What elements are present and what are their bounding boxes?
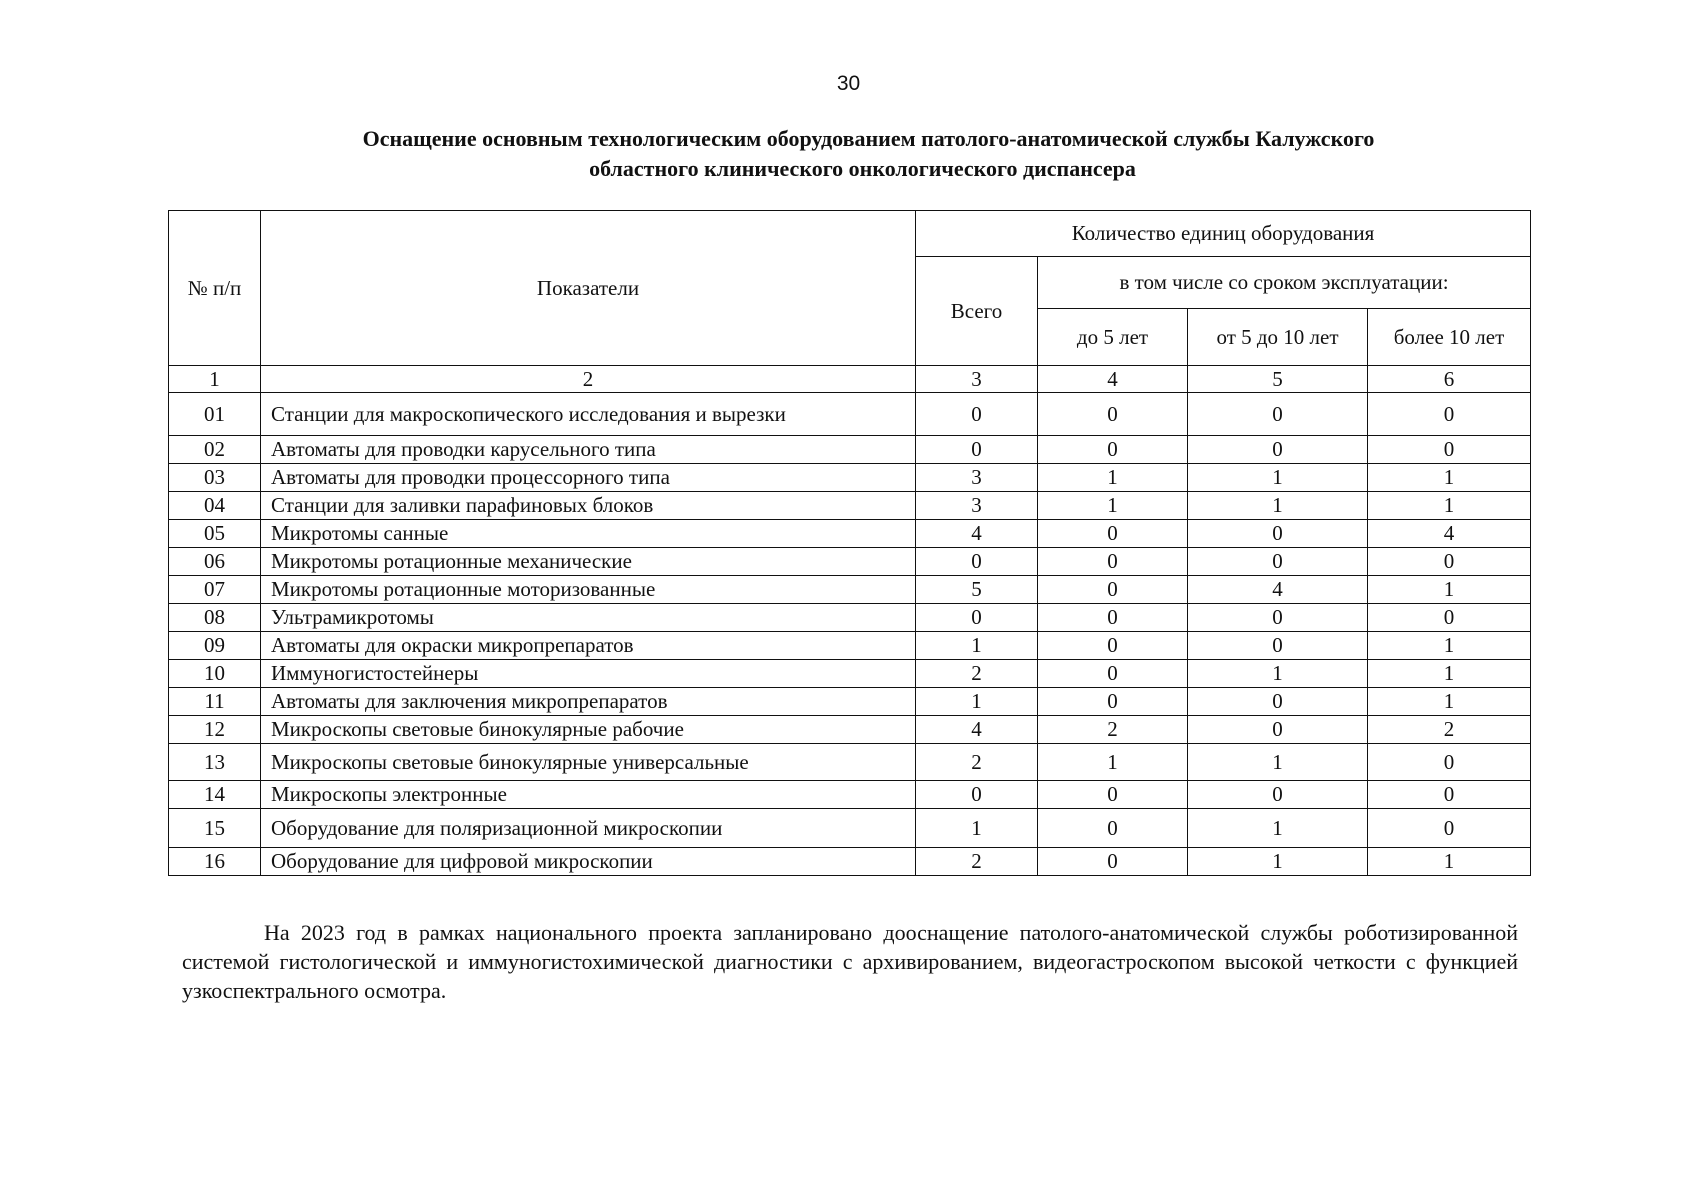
row-up-to-5: 0 bbox=[1038, 393, 1188, 436]
header-num: № п/п bbox=[169, 211, 261, 366]
table-row bbox=[169, 492, 1531, 520]
row-5-to-10: 1 bbox=[1188, 464, 1368, 492]
row-total: 0 bbox=[916, 393, 1038, 436]
row-name: Автоматы для проводки процессорного типа bbox=[261, 464, 916, 492]
body-paragraph bbox=[182, 918, 1518, 1005]
row-up-to-5: 0 bbox=[1038, 548, 1188, 576]
table-row bbox=[169, 744, 1531, 781]
row-5-to-10: 0 bbox=[1188, 688, 1368, 716]
row-over-10: 1 bbox=[1368, 464, 1531, 492]
row-over-10: 0 bbox=[1368, 809, 1531, 848]
row-num: 03 bbox=[169, 464, 261, 492]
row-over-10: 4 bbox=[1368, 520, 1531, 548]
row-up-to-5: 0 bbox=[1038, 576, 1188, 604]
row-5-to-10: 0 bbox=[1188, 520, 1368, 548]
table-row bbox=[169, 520, 1531, 548]
row-name: Оборудование для цифровой микроскопии bbox=[261, 848, 916, 876]
row-total: 1 bbox=[916, 688, 1038, 716]
column-index: 4 bbox=[1038, 366, 1188, 393]
row-num: 06 bbox=[169, 548, 261, 576]
header-quantity: Количество единиц оборудования bbox=[916, 211, 1531, 257]
row-up-to-5: 0 bbox=[1038, 809, 1188, 848]
row-num: 01 bbox=[169, 393, 261, 436]
column-index: 2 bbox=[261, 366, 916, 393]
row-total: 4 bbox=[916, 520, 1038, 548]
row-over-10: 0 bbox=[1368, 548, 1531, 576]
document-title bbox=[0, 124, 1697, 184]
row-name: Оборудование для поляризационной микроскопии bbox=[261, 809, 916, 848]
row-num: 02 bbox=[169, 436, 261, 464]
row-total: 0 bbox=[916, 781, 1038, 809]
row-total: 2 bbox=[916, 660, 1038, 688]
row-5-to-10: 0 bbox=[1188, 632, 1368, 660]
row-num: 05 bbox=[169, 520, 261, 548]
row-over-10: 0 bbox=[1368, 436, 1531, 464]
row-5-to-10: 1 bbox=[1188, 492, 1368, 520]
row-name: Микроскопы световые бинокулярные рабочие bbox=[261, 716, 916, 744]
header-total: Всего bbox=[916, 257, 1038, 366]
row-name: Микроскопы световые бинокулярные универсальные bbox=[261, 744, 916, 781]
header-5-to-10: от 5 до 10 лет bbox=[1188, 309, 1368, 366]
row-name: Автоматы для заключения микропрепаратов bbox=[261, 688, 916, 716]
row-up-to-5: 0 bbox=[1038, 660, 1188, 688]
header-up-to-5: до 5 лет bbox=[1038, 309, 1188, 366]
row-up-to-5: 0 bbox=[1038, 520, 1188, 548]
table-row bbox=[169, 393, 1531, 436]
row-over-10: 2 bbox=[1368, 716, 1531, 744]
title-line-2: областного клинического онкологического диспансера bbox=[589, 156, 1136, 181]
row-name: Микротомы ротационные моторизованные bbox=[261, 576, 916, 604]
table-row bbox=[169, 688, 1531, 716]
row-name: Микротомы ротационные механические bbox=[261, 548, 916, 576]
row-total: 4 bbox=[916, 716, 1038, 744]
row-over-10: 1 bbox=[1368, 848, 1531, 876]
row-up-to-5: 2 bbox=[1038, 716, 1188, 744]
row-num: 15 bbox=[169, 809, 261, 848]
table-row bbox=[169, 809, 1531, 848]
row-num: 07 bbox=[169, 576, 261, 604]
column-index-row bbox=[169, 366, 1531, 393]
column-index: 3 bbox=[916, 366, 1038, 393]
row-up-to-5: 0 bbox=[1038, 436, 1188, 464]
row-5-to-10: 0 bbox=[1188, 436, 1368, 464]
table-row bbox=[169, 660, 1531, 688]
row-total: 0 bbox=[916, 604, 1038, 632]
row-total: 3 bbox=[916, 464, 1038, 492]
header-including: в том числе со сроком эксплуатации: bbox=[1038, 257, 1531, 309]
row-over-10: 0 bbox=[1368, 781, 1531, 809]
row-total: 5 bbox=[916, 576, 1038, 604]
row-name: Станции для макроскопического исследования и вырезки bbox=[261, 393, 916, 436]
row-total: 0 bbox=[916, 436, 1038, 464]
paragraph-text: На 2023 год в рамках национального проекта запланировано дооснащение патолого-анатомической службы роботизированной системой гистологической и иммуногистохимической диагностики с архивированием, видеогастроскопом высокой четкости с функцией узкоспектрального осмотра. bbox=[182, 920, 1518, 1003]
row-name: Микротомы санные bbox=[261, 520, 916, 548]
column-index: 5 bbox=[1188, 366, 1368, 393]
row-over-10: 1 bbox=[1368, 632, 1531, 660]
row-over-10: 0 bbox=[1368, 604, 1531, 632]
row-name: Автоматы для проводки карусельного типа bbox=[261, 436, 916, 464]
row-name: Ультрамикротомы bbox=[261, 604, 916, 632]
row-name: Станции для заливки парафиновых блоков bbox=[261, 492, 916, 520]
row-num: 11 bbox=[169, 688, 261, 716]
row-up-to-5: 0 bbox=[1038, 632, 1188, 660]
row-over-10: 1 bbox=[1368, 576, 1531, 604]
header-over-10: более 10 лет bbox=[1368, 309, 1531, 366]
row-total: 2 bbox=[916, 848, 1038, 876]
row-num: 10 bbox=[169, 660, 261, 688]
row-over-10: 0 bbox=[1368, 744, 1531, 781]
row-up-to-5: 0 bbox=[1038, 688, 1188, 716]
row-num: 13 bbox=[169, 744, 261, 781]
row-total: 0 bbox=[916, 548, 1038, 576]
title-line-1: Оснащение основным технологическим оборудованием патолого-анатомической службы Калужского bbox=[362, 126, 1375, 151]
row-num: 16 bbox=[169, 848, 261, 876]
table-row bbox=[169, 548, 1531, 576]
equipment-table bbox=[168, 210, 1531, 876]
table-row bbox=[169, 716, 1531, 744]
row-5-to-10: 1 bbox=[1188, 744, 1368, 781]
row-up-to-5: 0 bbox=[1038, 604, 1188, 632]
row-over-10: 0 bbox=[1368, 393, 1531, 436]
table-row bbox=[169, 604, 1531, 632]
table-row bbox=[169, 436, 1531, 464]
column-index: 6 bbox=[1368, 366, 1531, 393]
row-5-to-10: 0 bbox=[1188, 716, 1368, 744]
row-name: Микроскопы электронные bbox=[261, 781, 916, 809]
row-name: Иммуногистостейнеры bbox=[261, 660, 916, 688]
row-5-to-10: 0 bbox=[1188, 548, 1368, 576]
table-row bbox=[169, 781, 1531, 809]
row-total: 1 bbox=[916, 809, 1038, 848]
row-5-to-10: 1 bbox=[1188, 848, 1368, 876]
row-5-to-10: 1 bbox=[1188, 809, 1368, 848]
table-row bbox=[169, 632, 1531, 660]
row-total: 3 bbox=[916, 492, 1038, 520]
row-num: 09 bbox=[169, 632, 261, 660]
row-up-to-5: 0 bbox=[1038, 848, 1188, 876]
header-indicator: Показатели bbox=[261, 211, 916, 366]
row-num: 12 bbox=[169, 716, 261, 744]
table-row bbox=[169, 464, 1531, 492]
column-index: 1 bbox=[169, 366, 261, 393]
row-5-to-10: 1 bbox=[1188, 660, 1368, 688]
row-over-10: 1 bbox=[1368, 660, 1531, 688]
row-name: Автоматы для окраски микропрепаратов bbox=[261, 632, 916, 660]
row-total: 2 bbox=[916, 744, 1038, 781]
row-up-to-5: 1 bbox=[1038, 744, 1188, 781]
table-row bbox=[169, 576, 1531, 604]
row-num: 08 bbox=[169, 604, 261, 632]
row-5-to-10: 0 bbox=[1188, 393, 1368, 436]
row-num: 14 bbox=[169, 781, 261, 809]
page-number: 30 bbox=[836, 72, 861, 95]
row-up-to-5: 0 bbox=[1038, 781, 1188, 809]
row-5-to-10: 4 bbox=[1188, 576, 1368, 604]
row-5-to-10: 0 bbox=[1188, 781, 1368, 809]
row-over-10: 1 bbox=[1368, 492, 1531, 520]
table-row bbox=[169, 848, 1531, 876]
row-5-to-10: 0 bbox=[1188, 604, 1368, 632]
row-over-10: 1 bbox=[1368, 688, 1531, 716]
row-up-to-5: 1 bbox=[1038, 464, 1188, 492]
row-total: 1 bbox=[916, 632, 1038, 660]
row-num: 04 bbox=[169, 492, 261, 520]
row-up-to-5: 1 bbox=[1038, 492, 1188, 520]
